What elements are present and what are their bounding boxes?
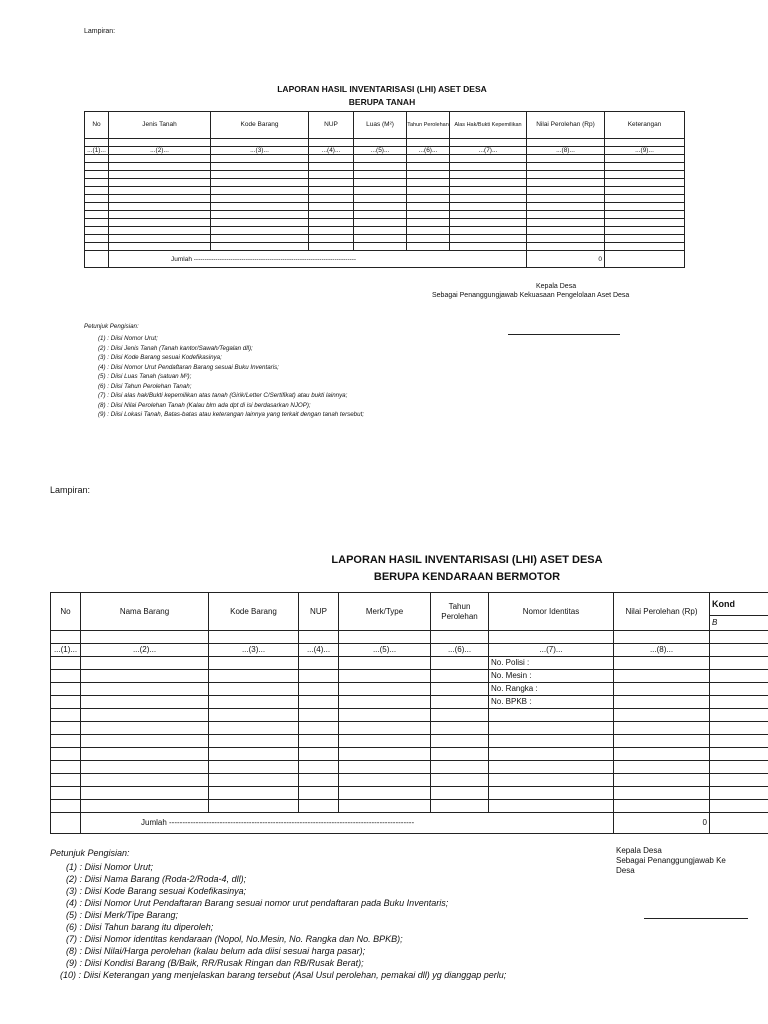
lampiran-label-2: Lampiran: xyxy=(50,485,91,495)
instruction-item: (2) : Diisi Jenis Tanah (Tanah kantor/Sawah/Tegalan dll); xyxy=(98,344,253,352)
col-header-jenis-tanah: Jenis Tanah xyxy=(109,112,211,139)
col-header-no: No xyxy=(85,112,109,139)
col-header-kondisi: Kond xyxy=(710,593,768,616)
doc1-subtitle: BERUPA TANAH xyxy=(348,97,416,107)
table-row xyxy=(51,761,768,774)
code-cell: ...(8)... xyxy=(527,147,605,155)
table-row xyxy=(85,235,685,243)
jumlah-value: 0 xyxy=(527,251,605,268)
code-row xyxy=(85,147,685,155)
code-cell: ...(6)... xyxy=(407,147,450,155)
code-cell: ...(3)... xyxy=(211,147,309,155)
col-header-keterangan: Keterangan xyxy=(605,112,685,139)
col-header-nup: NUP xyxy=(309,112,354,139)
table-row xyxy=(85,219,685,227)
col-header-nomor-identitas: Nomor Identitas xyxy=(489,593,614,631)
doc2-title: LAPORAN HASIL INVENTARISASI (LHI) ASET DESA xyxy=(331,554,603,566)
table-row xyxy=(51,657,768,670)
table-row xyxy=(85,163,685,171)
table-row xyxy=(85,139,685,147)
doc2-subtitle: BERUPA KENDARAAN BERMOTOR xyxy=(373,571,561,583)
instruction-item: (8) : Diisi Nilai Perolehan Tanah (Kalau blm ada dpt di isi berdasarkan NJOP); xyxy=(98,401,311,409)
col-header-merk-type: Merk/Type xyxy=(339,593,431,631)
instruction-item: (10) : Diisi Keterangan yang menjelaskan barang tersebut (Asal Usul perolehan, pemakai dll) yg dianggap perlu; xyxy=(60,970,507,980)
table-row xyxy=(85,243,685,251)
table-row xyxy=(85,155,685,163)
table-row xyxy=(85,195,685,203)
table-row xyxy=(51,670,768,683)
col-header-nilai: Nilai Perolehan (Rp) xyxy=(527,112,605,139)
instruction-item: (1) : Diisi Nomor Urut; xyxy=(66,862,154,872)
land-inventory-table xyxy=(84,111,685,268)
col-header-alas-hak: Alas Hak/Bukti Kepemilikan xyxy=(450,112,527,139)
col-header-kode-barang: Kode Barang xyxy=(211,112,309,139)
lampiran-label-1: Lampiran: xyxy=(84,28,116,35)
table-row xyxy=(51,748,768,761)
code-cell: ...(4)... xyxy=(309,147,354,155)
col-header-tahun: Tahun Perolehan xyxy=(407,112,450,139)
col-header-luas: Luas (M²) xyxy=(354,112,407,139)
identity-mesin: No. Mesin : xyxy=(489,670,614,683)
table-row xyxy=(85,211,685,219)
instruction-item: (5) : Diisi Luas Tanah (satuan M²); xyxy=(98,373,192,380)
table-header-row xyxy=(85,112,685,139)
table-row xyxy=(85,187,685,195)
doc2-sign-title: Kepala Desa xyxy=(616,846,662,855)
code-cell: ...(7)... xyxy=(450,147,527,155)
table-row xyxy=(85,227,685,235)
instruction-item: (2) : Diisi Nama Barang (Roda-2/Roda-4, dll); xyxy=(66,874,247,884)
identity-bpkb: No. BPKB : xyxy=(489,696,614,709)
col-header-nilai: Nilai Perolehan (Rp) xyxy=(614,593,710,631)
code-cell: ...(3)... xyxy=(209,644,299,657)
instruction-item: (3) : Diisi Kode Barang sesuai Kodefikasinya; xyxy=(98,354,222,361)
instruction-item: (6) : Diisi Tahun barang itu diperoleh; xyxy=(66,922,214,932)
doc1-instructions-title: Petunjuk Pengisian: xyxy=(84,323,139,330)
instruction-item: (9) : Diisi Kondisi Barang (B/Baik, RR/Rusak Ringan dan RB/Rusak Berat); xyxy=(66,958,364,968)
code-cell: ...(4)... xyxy=(299,644,339,657)
doc1-sign-subtitle: Sebagai Penanggungjawab Kekuasaan Pengelolaan Aset Desa xyxy=(432,292,630,299)
instruction-item: (5) : Diisi Merk/Tipe Barang; xyxy=(66,910,178,920)
col-header-nup: NUP xyxy=(299,593,339,631)
table-row xyxy=(51,683,768,696)
jumlah-value: 0 xyxy=(614,813,710,834)
instruction-item: (9) : Diisi Lokasi Tanah, Batas-batas atau keterangan lainnya yang terkait dengan tanah tersebut; xyxy=(98,411,365,418)
table-row xyxy=(85,203,685,211)
table-row xyxy=(51,735,768,748)
instruction-item: (6) : Diisi Tahun Perolehan Tanah; xyxy=(98,382,192,390)
instruction-item: (7) : Diisi alas hak/Bukti kepemilikan atas tanah (Girik/Letter C/Sertifikat) atau bukti lainnya; xyxy=(98,392,348,399)
kondisi-sub-b: B xyxy=(710,616,768,631)
table-row xyxy=(51,709,768,722)
table-row xyxy=(85,179,685,187)
jumlah-row xyxy=(51,813,768,834)
code-cell: ...(5)... xyxy=(339,644,431,657)
col-header-nama-barang: Nama Barang xyxy=(81,593,209,631)
doc1-instructions xyxy=(98,334,618,420)
doc1-title: LAPORAN HASIL INVENTARISASI (LHI) ASET DESA xyxy=(277,84,487,94)
instruction-item: (3) : Diisi Kode Barang sesuai Kodefikasinya; xyxy=(66,886,247,896)
code-cell: ...(6)... xyxy=(431,644,489,657)
identity-polisi: No. Polisi : xyxy=(489,657,614,670)
col-header-tahun: Tahun Perolehan xyxy=(431,593,489,631)
jumlah-label: Jumlah -------------------------------------------------------------------------------------------- xyxy=(81,813,614,834)
jumlah-label: Jumlah --------------------------------------------------------------------------- xyxy=(109,251,527,268)
instruction-item: (4) : Diisi Nomor Urut Pendaftaran Barang sesuai Buku Inventaris; xyxy=(98,363,279,371)
jumlah-row xyxy=(85,251,685,268)
table-row xyxy=(51,631,768,644)
table-row xyxy=(85,171,685,179)
instruction-item: (8) : Diisi Nilai/Harga perolehan (kalau belum ada diisi sesuai harga pasar); xyxy=(66,946,366,956)
table-row xyxy=(51,696,768,709)
instruction-item: (1) : Diisi Nomor Urut; xyxy=(98,335,158,342)
col-header-kode-barang: Kode Barang xyxy=(209,593,299,631)
code-cell: ...(1)... xyxy=(85,147,109,155)
table-row xyxy=(51,774,768,787)
code-cell: ...(2)... xyxy=(109,147,211,155)
code-row xyxy=(51,644,768,657)
doc2-instructions xyxy=(60,861,620,981)
table-header-row xyxy=(51,593,768,616)
doc2-signature-line xyxy=(644,918,748,919)
code-cell: ...(7)... xyxy=(489,644,614,657)
instruction-item: (7) : Diisi Nomor identitas kendaraan (Nopol, No.Mesin, No. Rangka dan No. BPKB); xyxy=(66,934,403,944)
code-cell: ...(1)... xyxy=(51,644,81,657)
doc2-sign-subtitle-cont: Desa xyxy=(616,866,635,875)
code-cell: ...(2)... xyxy=(81,644,209,657)
doc2-signature-block xyxy=(616,846,726,876)
table-row xyxy=(51,722,768,735)
instruction-item: (4) : Diisi Nomor Urut Pendaftaran Barang sesuai nomor urut pendaftaran pada Buku Inventaris; xyxy=(66,898,449,908)
doc2-instructions-title: Petunjuk Pengisian: xyxy=(50,848,130,858)
col-header-no: No xyxy=(51,593,81,631)
doc1-sign-title: Kepala Desa xyxy=(536,283,577,290)
code-cell: ...(9)... xyxy=(605,147,685,155)
vehicle-inventory-table xyxy=(50,592,768,834)
doc2-sign-subtitle: Sebagai Penanggungjawab Ke xyxy=(616,856,726,865)
table-row xyxy=(51,800,768,813)
code-cell: ...(5)... xyxy=(354,147,407,155)
code-cell: ...(8)... xyxy=(614,644,710,657)
table-row xyxy=(51,787,768,800)
identity-rangka: No. Rangka : xyxy=(489,683,614,696)
